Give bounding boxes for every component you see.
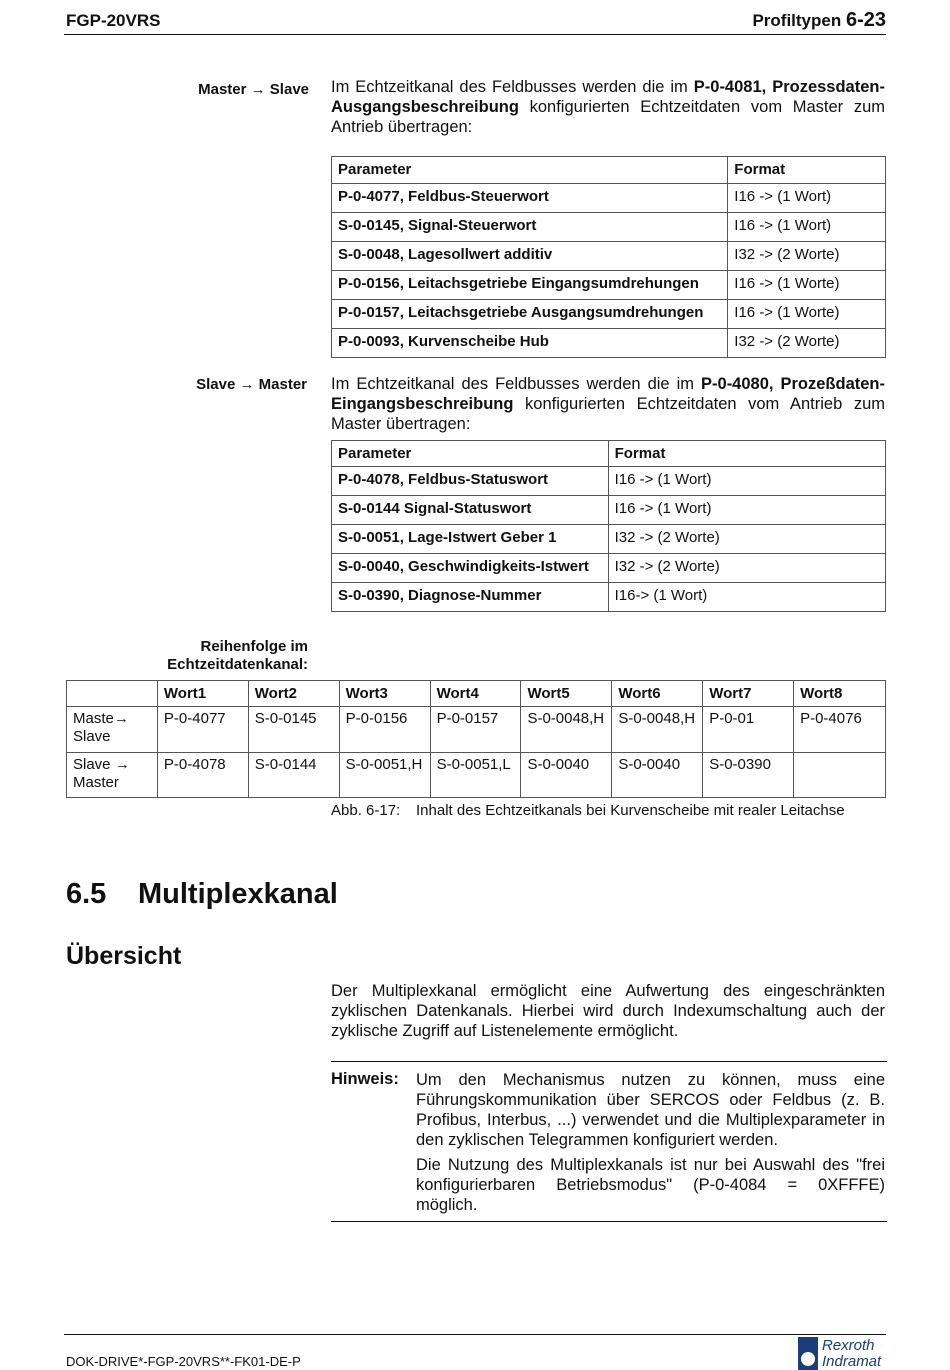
table-header-cell: Parameter <box>332 157 728 184</box>
header-chapter <box>752 9 886 32</box>
table-row <box>332 184 886 213</box>
section-title: Multiplexkanal <box>138 878 338 910</box>
table-cell: P-0-0093, Kurvenscheibe Hub <box>332 329 728 358</box>
order-cell: S-0-0048,H <box>612 707 703 753</box>
header-chapter-label: Profiltypen <box>752 11 842 30</box>
footer-doc-id: DOK-DRIVE*-FGP-20VRS**-FK01-DE-P <box>66 1354 301 1369</box>
order-header-cell: Wort2 <box>248 681 339 707</box>
logo-mark-icon <box>798 1337 818 1370</box>
side-label-order <box>167 638 308 674</box>
table-header-cell: Parameter <box>332 441 609 467</box>
side-label-order-line-2: Echtzeitdatenkanal: <box>167 656 308 673</box>
table-header-cell: Format <box>608 441 885 467</box>
slave-master-table <box>331 440 886 612</box>
order-cell: P-0-4078 <box>157 753 248 798</box>
table-row <box>332 329 886 358</box>
logo-text-line-2: Indramat <box>822 1353 882 1370</box>
order-cell: S-0-0144 <box>248 753 339 798</box>
table-row <box>332 213 886 242</box>
table-header-row <box>332 441 886 467</box>
overview-paragraph: Der Multiplexkanal ermöglicht eine Aufwertung des eingeschränkten zyklischen Datenkanals. Hierbei wird durch Indexumschaltung auch der zyklische Zugriff auf Listenelemente ermöglicht. <box>331 982 885 1040</box>
order-header-cell: Wort7 <box>703 681 794 707</box>
table-cell: S-0-0040, Geschwindigkeits-Istwert <box>332 554 609 583</box>
order-cell: P-0-4076 <box>794 707 886 753</box>
table-row <box>332 525 886 554</box>
table-cell: S-0-0145, Signal-Steuerwort <box>332 213 728 242</box>
table-cell: I16 -> (1 Wort) <box>728 184 886 213</box>
order-cell: S-0-0051,L <box>430 753 521 798</box>
order-table <box>66 680 886 798</box>
side-label-slave-master: Slave → Master <box>196 376 307 393</box>
side-label-order-line-1: Reihenfolge im <box>200 638 308 655</box>
order-header-cell: Wort4 <box>430 681 521 707</box>
table-header-row <box>332 157 886 184</box>
slave-master-paragraph <box>331 374 885 434</box>
master-slave-table <box>331 156 886 358</box>
order-cell: S-0-0145 <box>248 707 339 753</box>
table-cell: S-0-0144 Signal-Statuswort <box>332 496 609 525</box>
table-cell: P-0-0156, Leitachsgetriebe Eingangsumdrehungen <box>332 271 728 300</box>
order-row-label <box>67 707 158 753</box>
order-cell: S-0-0040 <box>521 753 612 798</box>
order-header-cell: Wort6 <box>612 681 703 707</box>
table-row <box>332 271 886 300</box>
figure-caption <box>331 802 845 819</box>
order-cell <box>794 753 886 798</box>
table-row <box>332 467 886 496</box>
table-cell: I16 -> (1 Wort) <box>728 213 886 242</box>
order-row-label-line-2: Master <box>73 774 119 791</box>
order-header-cell: Wort5 <box>521 681 612 707</box>
order-cell: P-0-0157 <box>430 707 521 753</box>
table-cell: I32 -> (2 Worte) <box>728 329 886 358</box>
order-cell: S-0-0051,H <box>339 753 430 798</box>
order-row-label <box>67 753 158 798</box>
order-row-label-line-1: Slave → <box>73 756 130 773</box>
table-cell: S-0-0390, Diagnose-Nummer <box>332 583 609 612</box>
order-cell: S-0-0048,H <box>521 707 612 753</box>
order-cell: P-0-0156 <box>339 707 430 753</box>
table-cell: I16-> (1 Wort) <box>608 583 885 612</box>
order-row-label-line-2: Slave <box>73 728 111 745</box>
table-cell: P-0-4077, Feldbus-Steuerwort <box>332 184 728 213</box>
figure-caption-number: Abb. 6-17: <box>331 802 401 819</box>
table-cell: S-0-0051, Lage-Istwert Geber 1 <box>332 525 609 554</box>
order-row-label-line-1: Maste→ <box>73 710 129 727</box>
order-cell: S-0-0390 <box>703 753 794 798</box>
order-row-slave-master <box>67 753 886 798</box>
slave-master-param-ref: P-0-4080, Prozeßdaten-Eingangsbeschreibung <box>331 375 885 413</box>
table-cell: I16 -> (1 Worte) <box>728 271 886 300</box>
rexroth-logo <box>798 1337 886 1370</box>
section-heading <box>66 878 338 911</box>
note-bottom-rule <box>331 1221 887 1222</box>
table-cell: I32 -> (2 Worte) <box>728 242 886 271</box>
note-top-rule <box>331 1061 887 1062</box>
master-slave-paragraph <box>331 77 885 137</box>
slave-master-text-2: konfigurierten Echtzeitdaten vom Antrieb zum Master übertragen: <box>331 395 885 433</box>
header-rule <box>64 34 886 35</box>
order-header-cell: Wort1 <box>157 681 248 707</box>
order-header-cell: Wort8 <box>794 681 886 707</box>
note-paragraph-2: Die Nutzung des Multiplexkanals ist nur bei Auswahl des "frei konfigurierbaren Betriebsmodus" (P-0-4084 = 0XFFFE) möglich. <box>416 1156 885 1214</box>
table-cell: S-0-0048, Lagesollwert additiv <box>332 242 728 271</box>
note-paragraph-1: Um den Mechanismus nutzen zu können, muss eine Führungskommunikation über SERCOS oder Feldbus (z. B. Profibus, Interbus, ...) verwendet und die Multiplexparameter in den zyklischen Telegrammen konfiguriert werden. <box>416 1071 885 1149</box>
footer-rule <box>64 1334 886 1335</box>
table-cell: I16 -> (1 Worte) <box>728 300 886 329</box>
table-row <box>332 554 886 583</box>
table-cell: I32 -> (2 Worte) <box>608 525 885 554</box>
order-cell: P-0-01 <box>703 707 794 753</box>
subsection-heading: Übersicht <box>66 942 182 970</box>
order-cell: P-0-4077 <box>157 707 248 753</box>
table-cell: P-0-0157, Leitachsgetriebe Ausgangsumdrehungen <box>332 300 728 329</box>
header-product: FGP-20VRS <box>66 11 161 30</box>
order-row-master-slave <box>67 707 886 753</box>
order-cell: S-0-0040 <box>612 753 703 798</box>
master-slave-param-ref: P-0-4081, Prozessdaten-Ausgangsbeschreibung <box>331 78 885 116</box>
figure-caption-text: Inhalt des Echtzeitkanals bei Kurvenscheibe mit realer Leitachse <box>416 802 845 819</box>
table-row <box>332 583 886 612</box>
table-row <box>332 496 886 525</box>
slave-master-text-1: Im Echtzeitkanal des Feldbusses werden die im <box>331 375 702 393</box>
side-label-master-slave: Master → Slave <box>198 81 309 98</box>
table-row <box>332 300 886 329</box>
logo-text-line-1: Rexroth <box>822 1337 875 1354</box>
order-header-row <box>67 681 886 707</box>
table-cell: I16 -> (1 Wort) <box>608 467 885 496</box>
master-slave-text-2: konfigurierten Echtzeitdaten vom Master zum Antrieb übertragen: <box>331 98 885 136</box>
table-cell: I16 -> (1 Wort) <box>608 496 885 525</box>
table-cell: I32 -> (2 Worte) <box>608 554 885 583</box>
table-header-cell: Format <box>728 157 886 184</box>
order-header-cell <box>67 681 158 707</box>
table-row <box>332 242 886 271</box>
master-slave-text-1: Im Echtzeitkanal des Feldbusses werden die im <box>331 78 694 96</box>
note-label: Hinweis: <box>331 1070 399 1088</box>
order-header-cell: Wort3 <box>339 681 430 707</box>
table-cell: P-0-4078, Feldbus-Statuswort <box>332 467 609 496</box>
page-number: 6-23 <box>845 9 886 31</box>
section-number: 6.5 <box>66 878 107 910</box>
